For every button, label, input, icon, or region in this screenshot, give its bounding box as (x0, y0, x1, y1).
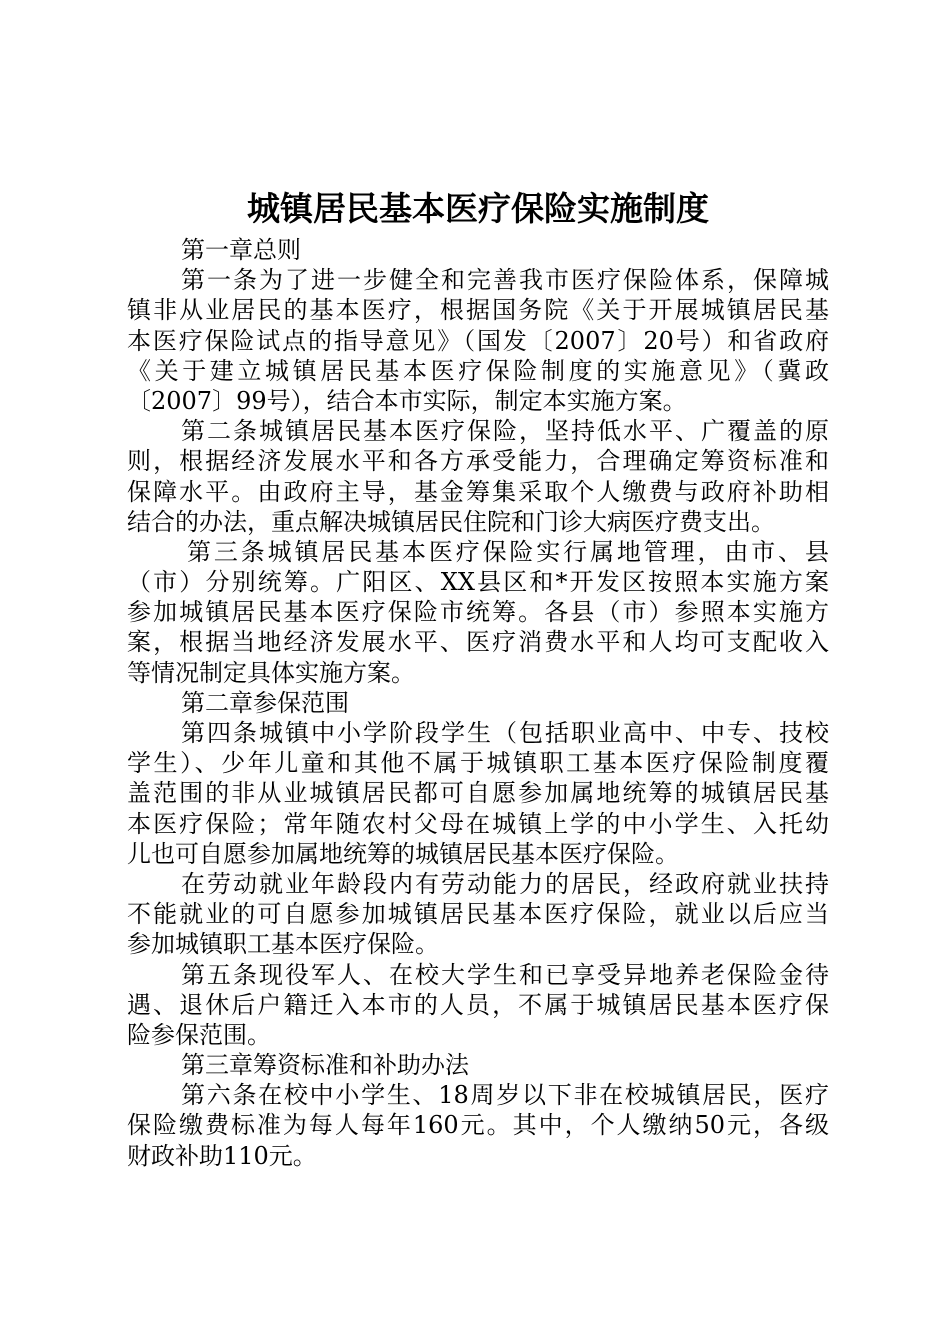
body-text-line: 第五条现役军人、在校大学生和已享受异地养老保险金待 (181, 960, 829, 989)
document-body (127, 235, 829, 1171)
body-text-line: 不能就业的可自愿参加城镇居民基本医疗保险，就业以后应当 (127, 900, 829, 929)
body-text-line: 案，根据当地经济发展水平、医疗消费水平和人均可支配收入 (127, 628, 829, 657)
body-text-line: 第一章总则 (181, 236, 301, 264)
body-text-line: 儿也可自愿参加属地统筹的城镇居民基本医疗保险。 (127, 839, 679, 868)
body-text-line: 学生）、少年儿童和其他不属于城镇职工基本医疗保险制度覆 (127, 749, 829, 778)
body-text-line: 镇非从业居民的基本医疗，根据国务院《关于开展城镇居民基 (127, 296, 829, 325)
document-page (127, 183, 829, 1171)
body-text-line: 险参保范围。 (127, 1020, 271, 1049)
body-text-line: 本医疗保险试点的指导意见》（国发〔2007〕20号）和省政府 (127, 326, 829, 355)
body-text-line: 保障水平。由政府主导，基金筹集采取个人缴费与政府补助相 (127, 477, 829, 506)
body-text-line: 遇、退休后户籍迁入本市的人员，不属于城镇居民基本医疗保 (127, 990, 829, 1019)
body-text-line: 《关于建立城镇居民基本医疗保险制度的实施意见》（冀政 (127, 356, 829, 385)
body-text-line: 参加城镇职工基本医疗保险。 (127, 930, 439, 959)
body-text-line: 保险缴费标准为每人每年160元。其中，个人缴纳50元，各级 (127, 1111, 829, 1140)
document-title: 城镇居民基本医疗保险实施制度 (247, 189, 709, 228)
body-text-line: 在劳动就业年龄段内有劳动能力的居民，经政府就业扶持 (181, 869, 829, 898)
body-text-line: 则，根据经济发展水平和各方承受能力，合理确定筹资标准和 (127, 447, 829, 476)
body-text-line: 第三条城镇居民基本医疗保险实行属地管理，由市、县 (187, 537, 829, 566)
body-text-line: 结合的办法，重点解决城镇居民住院和门诊大病医疗费支出。 (127, 507, 775, 536)
body-text-line: 第四条城镇中小学阶段学生（包括职业高中、中专、技校 (181, 719, 829, 747)
body-text-line: 本医疗保险；常年随农村父母在城镇上学的中小学生、入托幼 (127, 809, 829, 838)
body-text-line: 参加城镇居民基本医疗保险市统筹。各县（市）参照本实施方 (127, 598, 829, 627)
body-text-line: 财政补助110元。 (127, 1141, 317, 1170)
body-text-line: 第一条为了进一步健全和完善我市医疗保险体系，保障城 (181, 266, 829, 295)
body-text-line: 盖范围的非从业城镇居民都可自愿参加属地统筹的城镇居民基 (127, 779, 829, 808)
body-text-line: 〔2007〕99号），结合本市实际，制定本实施方案。 (127, 386, 687, 415)
body-text-line: 第二章参保范围 (181, 688, 349, 717)
body-text-line: 第二条城镇居民基本医疗保险，坚持低水平、广覆盖的原 (181, 417, 829, 446)
body-text-line: 第六条在校中小学生、18周岁以下非在校城镇居民，医疗 (181, 1081, 829, 1110)
body-text-line: （市）分别统筹。广阳区、XX县区和*开发区按照本实施方案 (127, 568, 829, 597)
body-text-line: 等情况制定具体实施方案。 (127, 658, 415, 687)
body-text-line: 第三章筹资标准和补助办法 (181, 1051, 469, 1080)
